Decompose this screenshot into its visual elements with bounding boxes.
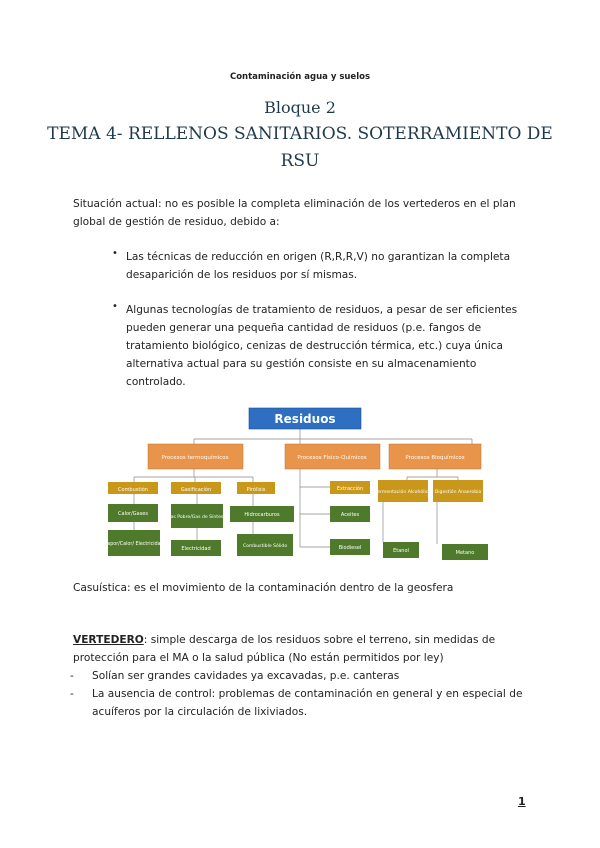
bullet-icon: •	[112, 248, 118, 259]
dash-item-text: La ausencia de control: problemas de contaminación en general y en especial de acuíferos por la circulación de lixiviados.	[92, 688, 523, 718]
combustible-label: Combustible Sólido	[242, 544, 288, 549]
biodiesel-label: Biodiesel	[338, 545, 362, 551]
dash-item-text: Solían ser grandes cavidades ya excavadas, p.e. canteras	[92, 670, 400, 682]
list-item	[70, 667, 532, 685]
pirolisis-label: Pirólisis	[246, 487, 266, 493]
metano-label: Metano	[455, 550, 475, 556]
list-item	[70, 685, 532, 721]
calor-gases-label: Calor/Gases	[118, 511, 148, 517]
dash-icon: -	[70, 688, 74, 700]
list-item	[112, 248, 526, 284]
intro-paragraph: Situación actual: no es posible la completa eliminación de los vertederos en el plan global de gestión de residuo, debido a:	[73, 198, 516, 228]
extraccion-label: Extracción	[336, 486, 364, 492]
fermentacion-label: Fermentación Alcohólica	[374, 490, 432, 495]
aceites-label: Aceites	[340, 512, 360, 518]
vertedero-term: VERTEDERO	[73, 634, 144, 646]
termo-label: Procesos termoquímicos	[161, 455, 229, 461]
page-title: TEMA 4- RELLENOS SANITARIOS. SOTERRAMIENTO DE RSU	[47, 124, 553, 171]
fisico-label: Procesos Físico-Químicos	[297, 455, 367, 461]
gas-pobre-label: Gas Pobre/Gas de Síntesis	[167, 515, 227, 520]
dash-icon: -	[70, 670, 74, 682]
vertedero-paragraph	[73, 631, 533, 667]
bloque-title: Bloque 2	[264, 98, 336, 117]
gasificacion-label: Gasificación	[180, 487, 212, 493]
bullet-text: Las técnicas de reducción en origen (R,R,R,V) no garantizan la completa desaparición de los residuos por sí mismas.	[126, 251, 511, 281]
root-label: Residuos	[274, 412, 336, 426]
page-number: 1	[518, 795, 526, 808]
residuos-diagram	[0, 402, 600, 572]
vapor-label: Vapor/Calor/ Electricidad	[104, 542, 164, 547]
vertedero-definition: : simple descarga de los residuos sobre el terreno, sin medidas de protección para el MA o la salud pública (No están permitidos por ley)	[73, 634, 496, 664]
bullet-text: Algunas tecnologías de tratamiento de residuos, a pesar de ser eficientes pueden generar una pequeña cantidad de residuos (p.e. fangos de tratamiento biológico, cenizas de destrucción térmica, etc.) cuya única alternativa actual para su gestión consiste en su almacenamiento controlado.	[126, 304, 518, 388]
bullet-icon: •	[112, 301, 118, 312]
course-header: Contaminación agua y suelos	[229, 72, 371, 82]
casuistica-paragraph: Casuística: es el movimiento de la contaminación dentro de la geosfera	[73, 582, 454, 594]
combustion-label: Combustión	[118, 487, 148, 493]
digestion-label: Digestión Anaerobia	[434, 490, 482, 495]
bio-label: Procesos Bioquímicos	[405, 455, 465, 461]
list-item	[112, 301, 526, 391]
etanol-label: Etanol	[393, 548, 409, 554]
electricidad-label: Electricidad	[181, 546, 211, 552]
hidrocarburos-label: Hidrocarburos	[244, 512, 280, 518]
